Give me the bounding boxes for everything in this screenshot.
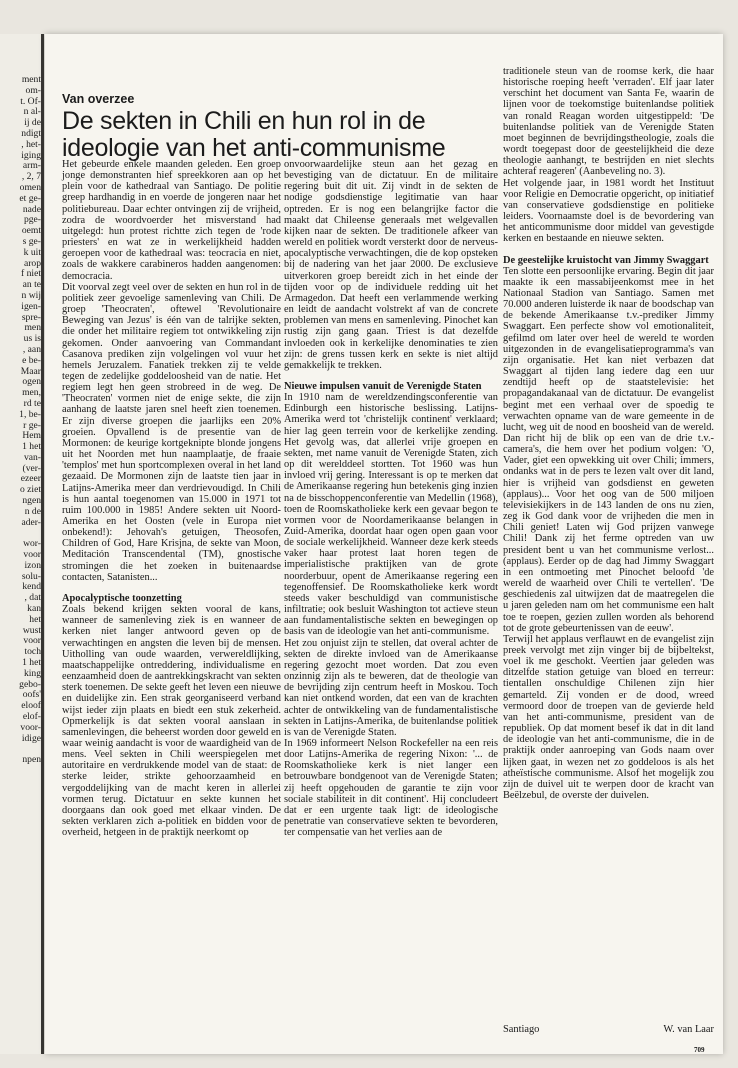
previous-page-fragment: , het- [21,138,41,150]
previous-page-fragment: idige [21,732,41,744]
column-1 [62,159,281,1039]
previous-page-fragment: ij de [24,117,41,129]
page-gutter [41,34,44,1054]
section-label: Van overzee [62,92,135,106]
previous-page-fragment: om- [25,84,41,96]
previous-page-fragment: n wij [21,289,41,301]
previous-page-fragment: nade [22,203,41,215]
previous-page-fragment: us is [23,333,41,345]
paragraph: Zoals bekend krijgen sekten vooral de kans, wanneer de samenleving ziek is en wanneer de kerken niet langer antwoord geven op de verwachtingen en angsten die leven bij de mensen. Uitholling van oude waarden, verwereldlijking, maatschappelijke ontreddering, individualisme en eenzaamheid doen de aantrekkingskracht van sekten sterk toenemen. De sekte geeft het leven een nieuwe en duidelijke zin. Een strak georganiseerd verband wijst ieder zijn plaats en biedt een stuk zekerheid. Opmerkelijk is dat sekten vooral aanslaan in samenlevingen, die beheerst worden door geweld en waar weinig aandacht is voor de waardigheid van de mens. Veel sekten in Chili weerspiegelen met autoritaire en verdrukkende model van de staat: de sterke leider, strikte gehoorzaamheid en vergoddelijking van de macht keren in allerlei vormen terug. Dictatuur en sekte kunnen het doorgaans dan ook goed met elkaar vinden. De sekten verklaren zich a-politiek en bidden voor de overheid, hetgeen in de praktijk neerkomt op [62,604,281,839]
previous-page-fragment: , dat [24,592,41,604]
paragraph: traditionele steun van de roomse kerk, die haar historische roeping heeft 'verraden'. Elf jaar later verschint het document van Santa Fe, waarin de lijnen voor de toekomstige buitenlandse politiek van ronald Reagan worden uitgestippeld: 'De buitenlandse politiek van de Verenigde Staten moet beginnen de bevrijdingstheologie, zoals die wordt toegepast door de geestelijkheid die deze theologie aanhangt, te bestrijden en niet slechts achteraf reageren' (Aanbeveling no. 3). [503,66,714,178]
previous-page-fragment: ogen [22,376,41,388]
previous-page-fragment: omen [19,181,41,193]
subheading: De geestelijke kruistocht van Jimmy Swaggart [503,254,709,266]
previous-page-fragment: igen- [21,300,41,312]
signature-author: W. van Laar [663,1024,714,1035]
previous-page-fragment: n al- [23,106,41,118]
previous-page-fragment: , aan [22,343,41,355]
previous-page-fragment: arop [23,257,41,269]
previous-page-fragment: oemt [21,225,41,237]
previous-page-fragment: Maar [20,365,41,377]
article-title: De sekten in Chili en hun rol in de ideologie van het anti-communisme [62,107,446,162]
paragraph: Ten slotte een persoonlijke ervaring. Begin dit jaar maakte ik een massabijeenkomst mee in het Nationaal Stadion van Santiago. Samen met 70.000 anderen luisterde ik naar de boodschap van de bekende Amerikaanse t.v.-prediker Jimmy Swaggart. Een perfecte show vol emotionaliteit, gefilmd om later over heel de wereld te worden uitgezonden in de evangelisatieprogramma's van zijn organisatie. Het kan niet verbazen dat Swaggart al tijden lang iedere dag een uur zendtijd heeft op de staatstelevisie: het propagandakanaal van de dictatuur. De evangelist begint met een verhaal over de spoedig te verwachten opname van de ware gemeente in de lucht, weg uit de nood en boosheid van de wereld. Dan richt hij de blik op een van de drie t.v.-camera's, die hem over het podium volgen: 'O, Vader, giet een opwekking uit over Chili; immers, ondanks wat in de pers te lezen valt over dit land, hier is vrijheid van godsdienst en geweten (applaus)... Voor het oog van de 500 miljoen televisiekijkers in de 143 landen de ons nu zien, zeg ik God dank voor de vrijheden die men in Chili geniet! Laten wij God prijzen vanwege Chili! Dank zij het ferme optreden van uw president bent u van het communisme verlost... (applaus). Eerder op de dag had Jimmy Swaggart in een ontmoeting met Pinochet beloofd 'de wereld de waarheid over Chili te vertellen'. 'De geschiedenis zal uitwijzen dat de maatregelen die u jaren geleden nam om het communisme een halt toe te roepen, gezien zullen worden als behorend tot de grote gebeurtenissen van de eeuw'. [503,265,714,634]
paragraph: Het volgende jaar, in 1981 wordt het Instituut voor Religie en Democratie opgericht, op initiatief van conservatieve godsdienstige en politieke leiders. Voornaamste doel is de bevordering van het anticommunisme door middel van gevestigde kerken en bestaande en nieuwe sekten. [503,177,714,245]
previous-page-fragment: men [24,322,41,334]
previous-page-fragment: k uit [23,246,41,258]
subheading: Apocalyptische toonzetting [62,592,182,604]
previous-page-fragment: het [29,613,41,625]
previous-page-strip [0,34,46,1054]
previous-page-fragment: r ge- [23,419,41,431]
paragraph: In 1969 informeert Nelson Rockefeller na een reis door Latijns-Amerika de regering Nixon: '... de Roomskatholieke kerk is niet langer een betrouwbare bondgenoot van de Verenigde Staten; zij heeft opgehouden de garantie te zijn voor sociale stabiliteit in dit continent'. Hij concludeert dat er een urgente taak ligt: de ideologische penetratie van conservatieve sekten te bevorderen, ter compensatie van het verlies aan de [284,737,498,839]
previous-page-fragment: et ge- [19,192,41,204]
page-number: 709 [694,1046,705,1054]
subheading: Nieuwe impulsen vanuit de Verenigde Staten [284,380,482,392]
paragraph: Dit voorval zegt veel over de sekten en hun rol in de politiek zeer gevoelige samenleving van Chili. De groep 'Theocraten', oftewel 'Revolutionaire Beweging van Jezus' is één van de talrijke sekten, die onder het militaire regiem tot ontwikkeling zijn gekomen. Onder aanvoering van Commandant Casanova prediken zijn volgelingen vol vuur het hemels Jeruzalem. Fanatiek trekken zij te velde tegen de zedelijke goddeloosheid van de natie. Het regiem legt hen geen strobreed in de weg. De 'Theocraten' vormen niet de enige sekte, die zijn aanhang de laatste jaren snel heeft zien toenemen. Er zijn diverse groepen die jaarlijks een 20% groeien. Opvallend is de presentie van de Mormonen: de keurige kortgeknipte blonde jongens uit het Noorden met hun naamplaatje, de fraaie 'templos' met hun sportcomplexen overal in het land gezaaid. De Mormonen zijn de laatste tien jaar in Latijns-Amerika meer dan verdrievoudigd. In Chili is hun aantal toegenomen van 15.000 in 1971 tot ruim 100.000 in 1985! Andere sekten uit Noord-Amerika en het Oosten (vele in Europa niet onbekend!): Jehovah's getuigen, Theosofen, Children of God, Hare Krisjna, de sekte van Moon, Meditación Transcendental (TM), gnostische stromingen die het zoeken in buitenaardse contacten, Satanisten... [62,281,281,583]
previous-page-fragment: spre- [21,311,41,323]
previous-page-fragment: ngen [22,495,41,507]
previous-page-fragment: n de [24,505,41,517]
previous-page-fragment: ader- [21,516,41,528]
signature-place: Santiago [503,1024,540,1035]
previous-page-fragment: an te [22,279,41,291]
previous-page-fragment: oofs' [22,689,41,701]
paragraph: Het zou onjuist zijn te stellen, dat overal achter de sekten de direkte invloed van de Amerikaanse regering gezocht moet worden. Dat zou even onzinnig zijn als te beweren, dat de theologie van de bevrijding zijn centrum heeft in Moskou. Toch kan niet ontkend worden, dat een van de krachten achter de ontwikkeling van de fundamentalistische sekten in Latijns-Amerika, de buitenlandse politiek is van de Verenigde Staten. [284,637,498,738]
previous-page-fragment: eloof [21,700,41,712]
previous-page-fragment: arm- [22,160,41,172]
previous-page-fragment: solu- [21,570,41,582]
previous-page-fragment: f niet [21,268,41,280]
previous-page-fragment: 1, be- [19,408,41,420]
previous-page-fragment: 1 het [22,441,41,453]
previous-page-fragment: voor [23,635,41,647]
paragraph: Terwijl het applaus verflauwt en de evangelist zijn preek vervolgt met zijn vinger bij de bijbeltekst, voel ik me geschokt. Veertien jaar geleden was ditzelfde station getuige van bloed en terreur: tientallen onschuldige Chilenen zijn hier gemarteld. Zij vonden er de dood, wreed vermoord door de troepen van de gevierde held van het anti-communisme, president van de republiek. Op dat moment besef ik dat in dit land de ideologie van het anti-communisme, die in de praktijk onder aanroeping van Gods naam over lijken gaat, in wezen net zo goddeloos is als het atheïstische communisme. Alsof het mogelijk zou zijn de duivel uit te werpen door de kracht van Beëlzebul, de overste der duivelen. [503,633,714,801]
previous-page-fragment: izon [24,559,41,571]
previous-page-fragment: king [23,667,41,679]
previous-page-fragment: o ziet [19,484,41,496]
paragraph: In 1910 nam de wereldzendingsconferentie van Edinburgh een historische beslissing. Latijns-Amerika werd tot 'christelijk continent' verklaard; hier lag geen terrein voor de kerkelijke zending. Het gevolg was, dat allerlei vrije groepen en sekten, met name vanuit de Verenigde Staten, zich op dit werelddeel stortten. Tot 1960 was hun invloed vrij gering. Interessant is op te merken dat de Amerikaanse regering hun betekenis ging inzien na de bisschoppenconferentie van Medellin (1968), toen de Roomskatholieke kerk een gevaar begon te vormen voor de Noordamerikaanse belangen in Zuid-Amerika, doordat haar ogen open gaan voor de sociale werkelijkheid. Wanneer deze kerk steeds vaker haar protest laat horen tegen de imperialistische praktijken van de grote noorderbuur, opent de Amerikaanse regering een tegenoffensief. De Roomskatholieke kerk wordt steeds vaker beschuldigd van communistische infiltratie; ook besluit Washington tot actieve steun aan fundamentalistische sekten en bewegingen op basis van de ideologie van het anti-communisme. [284,392,498,638]
previous-page-fragment: iging [21,149,41,161]
column-3 [503,66,714,1041]
previous-page-fragment: toch [24,646,41,658]
previous-page-fragment: men, [22,387,41,399]
previous-page-fragment: Hem [22,430,41,442]
previous-page-fragment: voor- [20,721,41,733]
previous-page-fragment: voor [23,549,41,561]
previous-page-fragment: (ver- [22,462,41,474]
previous-page-fragment: van- [23,451,41,463]
previous-page-fragment: 1 het [22,657,41,669]
paragraph: Het gebeurde enkele maanden geleden. Een groep jonge demonstranten hief spreekkoren aan op het plein voor de kathedraal van Santiago. De politie greep hardhandig in en voerde de jongeren naar het politiebureau. Daar echter ontvingen zij de vrijheid, zodra de woordvoerder het misverstand had uitgelegd: hun protest richtte zich tegen de 'rode priesters' en wat ze in werkelijkheid hadden geroepen voor de kathedraal was: teocracia en niet, zoals de wakkere carabineros hadden aangenomen: democracia. [62,159,281,282]
previous-page-fragment: e be- [22,354,41,366]
column-2 [284,159,498,1039]
previous-page-fragment: npen [22,754,41,766]
previous-page-fragment: rd te [23,397,41,409]
previous-page-fragment: ment [21,74,41,85]
paragraph: onvoorwaardelijke steun aan het gezag en bevestiging van de dictatuur. En de militaire regering buit dit uit. Zij vindt in de sekten de nodige godsdienstige legitimatie van haar optreden. Er is nog een belangrijke factor die maakt dat Chileense generaals met welgevallen kijken naar de sekten. De traditionele afkeer van wereld en politiek wordt versterkt door de nerveus-apocalyptische verwachtingen, die de kop opsteken bij de nadering van het jaar 2000. De exclusieve uitverkoren groep bereidt zich in het einde der tijden voor op de individuele redding uit het Armagedon. Dat heeft een verlammende werking en leidt de aandacht volstrekt af van de concrete problemen van mens en samenleving. Pinochet kan rustig zijn gang gaan. Triest is dat dezelfde invloeden ook in kerkelijke denominaties te zien zijn: de grens tussen kerk en sekte is niet altijd gemakkelijk te trekken. [284,159,498,371]
previous-page-fragment: wor- [23,538,41,550]
previous-page-fragment: gebo- [19,678,41,690]
previous-page-fragment: wust [22,624,41,636]
previous-page-fragment: t. Of- [20,95,41,107]
previous-page-fragment: , 2, 7 [21,171,41,183]
previous-page-fragment: s ge- [22,235,41,247]
previous-page-fragment: pge- [23,214,41,226]
previous-page-fragment: ndigt [21,127,41,139]
previous-page-fragment: kan [27,603,41,615]
previous-page-fragment: kend [22,581,41,593]
previous-page-fragment: elof- [22,711,41,723]
previous-page-fragment: ezeer [20,473,41,485]
